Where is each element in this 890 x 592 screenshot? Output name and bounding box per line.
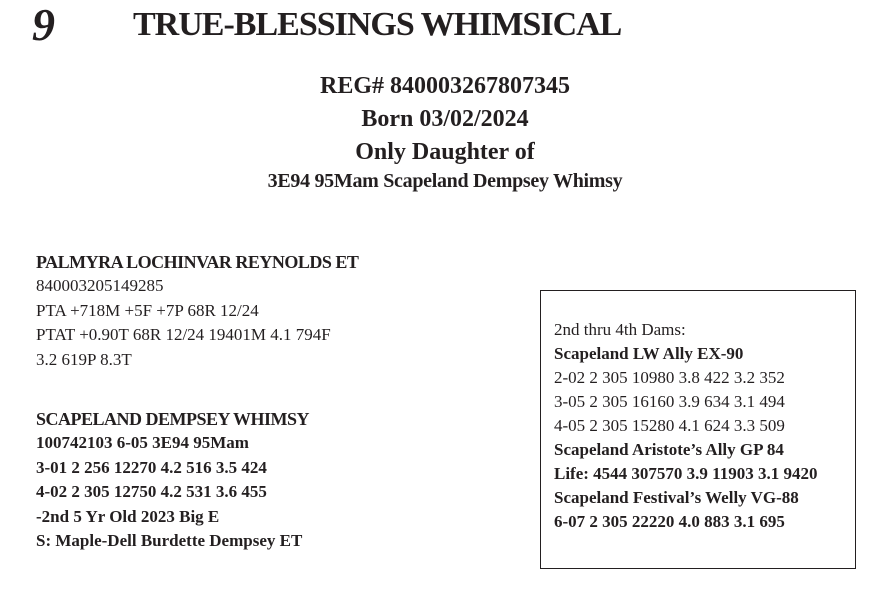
sire-ptat-continued: 3.2 619P 8.3T	[36, 349, 132, 369]
dam-summary: 3E94 95Mam Scapeland Dempsey Whimsy	[267, 170, 623, 192]
second-dam-record-2: 3-05 2 305 16160 3.9 634 3.1 494	[554, 392, 785, 411]
sire-pta: PTA +718M +5F +7P 68R 12/24	[36, 300, 259, 320]
fourth-dam-record: 6-07 2 305 22220 4.0 883 3.1 695	[554, 512, 785, 531]
sire-reg-number: 840003205149285	[36, 276, 164, 295]
birth-date: Born 03/02/2024	[361, 106, 529, 132]
dam-record-2: 4-02 2 305 12750 4.2 531 3.6 455	[36, 482, 267, 501]
second-dam-record-1: 2-02 2 305 10980 3.8 422 3.2 352	[554, 368, 785, 387]
fourth-dam-name: Scapeland Festival’s Welly VG-88	[554, 488, 799, 507]
dam-section	[36, 407, 309, 554]
second-dam-record-3: 4-05 2 305 15280 4.1 624 3.3 509	[554, 416, 785, 435]
dam-reg-classification: 100742103 6-05 3E94 95Mam	[36, 433, 249, 452]
dam-sire: S: Maple-Dell Burdette Dempsey ET	[36, 531, 303, 550]
dam-record-1: 3-01 2 256 12270 4.2 516 3.5 424	[36, 457, 267, 477]
lot-number: 9	[32, 0, 55, 50]
dam-name: SCAPELAND DEMPSEY WHIMSY	[36, 409, 310, 429]
third-dam-name: Scapeland Aristote’s Ally GP 84	[554, 440, 784, 459]
sire-section	[36, 250, 358, 372]
only-daughter-label: Only Daughter of	[355, 139, 535, 165]
sire-name: PALMYRA LOCHINVAR REYNOLDS ET	[36, 252, 359, 272]
dam-show-award: -2nd 5 Yr Old 2023 Big E	[36, 506, 220, 526]
extended-dams-box	[540, 290, 856, 569]
box-title: 2nd thru 4th Dams:	[554, 320, 686, 339]
animal-name: TRUE-BLESSINGS WHIMSICAL	[133, 6, 622, 43]
second-dam-name: Scapeland LW Ally EX-90	[554, 344, 744, 363]
third-dam-lifetime: Life: 4544 307570 3.9 11903 3.1 9420	[554, 464, 818, 483]
sire-ptat: PTAT +0.90T 68R 12/24 19401M 4.1 794F	[36, 325, 331, 344]
registration-number: REG# 840003267807345	[319, 73, 570, 99]
